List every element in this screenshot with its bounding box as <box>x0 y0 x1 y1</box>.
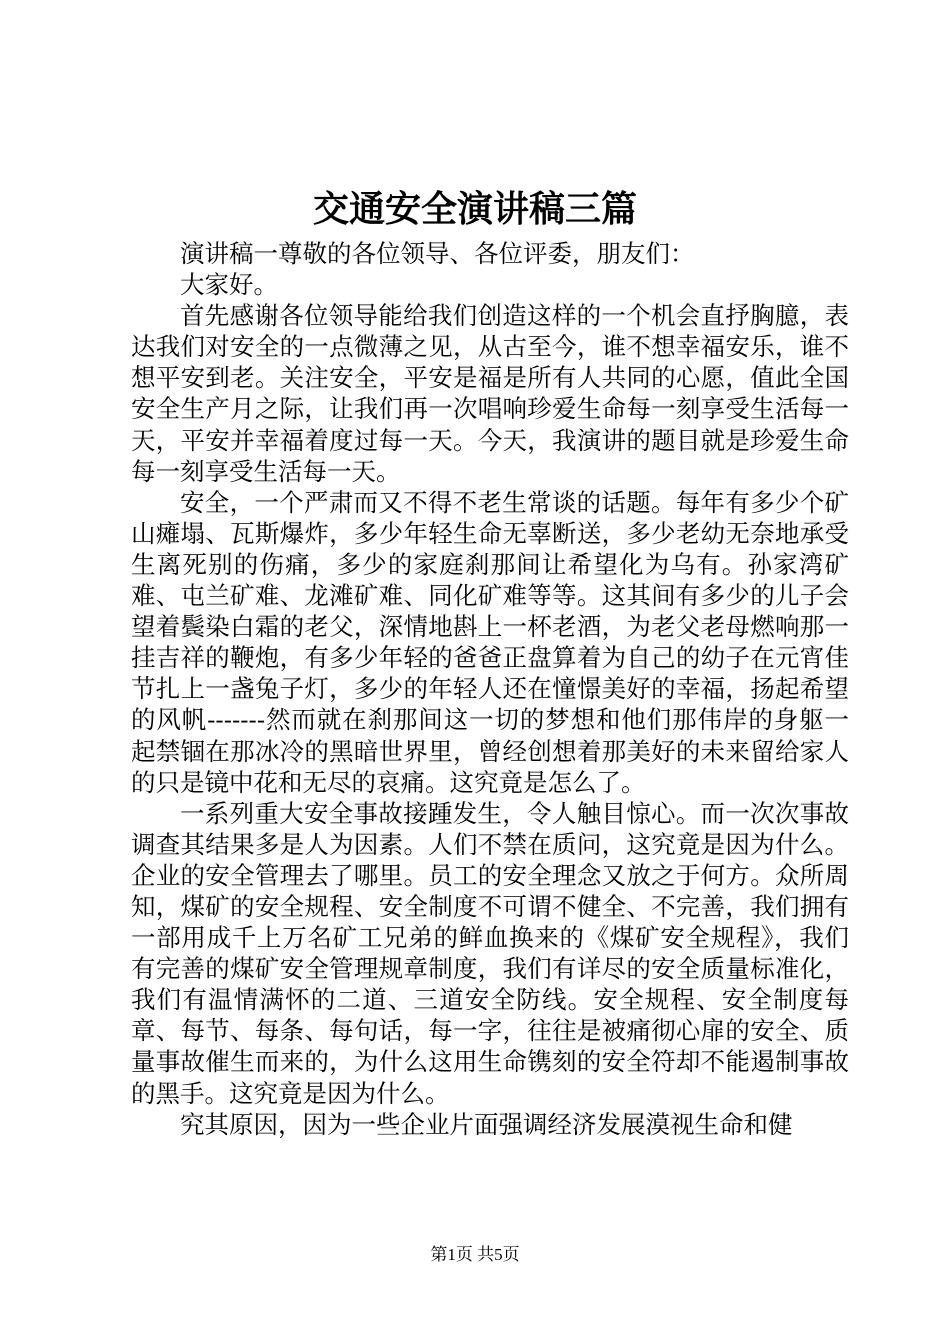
document-body <box>131 238 849 1140</box>
paragraph-intro: 首先感谢各位领导能给我们创造这样的一个机会直抒胸臆，表达我们对安全的一点微薄之见，从古至今，谁不想幸福安乐，谁不想平安到老。关注安全，平安是福是所有人共同的心愿，值此全国安全生产月之际，让我们再一次唱响珍爱生命每一刻享受生活每一天，平安并幸福着度过每一天。今天，我演讲的题目就是珍爱生命每一刻享受生活每一天。 <box>131 301 849 486</box>
document-title: 交通安全演讲稿三篇 <box>312 188 637 230</box>
paragraph-accidents: 一系列重大安全事故接踵发生，令人触目惊心。而一次次事故调查其结果多是人为因素。人们不禁在质问，这究竟是因为什么。企业的安全管理去了哪里。员工的安全理念又放之于何方。众所周知，煤矿的安全规程、安全制度不可谓不健全、不完善，我们拥有一部用成千上万名矿工兄弟的鲜血换来的《煤矿安全规程》，我们有完善的煤矿安全管理规章制度，我们有详尽的安全质量标准化，我们有温情满怀的二道、三道安全防线。安全规程、安全制度每章、每节、每条、每句话，每一字，往往是被痛彻心扉的安全、质量事故催生而来的，为什么这用生命镌刻的安全符却不能遏制事故的黑手。这究竟是因为什么。 <box>131 798 849 1108</box>
page-footer: 第1页 共5页 <box>430 1245 520 1264</box>
paragraph-safety-topic: 安全，一个严肃而又不得不老生常谈的话题。每年有多少个矿山瘫塌、瓦斯爆炸，多少年轻生命无辜断送，多少老幼无奈地承受生离死别的伤痛，多少的家庭刹那间让希望化为乌有。孙家湾矿难、屯兰矿难、龙滩矿难、同化矿难等等。这其间有多少的儿子会望着鬓染白霜的老父，深情地斟上一杯老酒，为老父老母燃响那一挂吉祥的鞭炮，有多少年轻的爸爸正盘算着为自己的幼子在元宵佳节扎上一盏兔子灯，多少的年轻人还在憧憬美好的幸福，扬起希望的风帆-------然而就在刹那间这一切的梦想和他们那伟岸的身躯一起禁锢在那冰冷的黑暗世界里，曾经创想着那美好的未来留给家人的只是镜中花和无尽的哀痛。这究竟是怎么了。 <box>131 487 849 797</box>
paragraph-greeting: 演讲稿一尊敬的各位领导、各位评委，朋友们： <box>180 239 695 268</box>
paragraph-reasons: 究其原因，因为一些企业片面强调经济发展漠视生命和健 <box>180 1109 793 1139</box>
paragraph-hello: 大家好。 <box>180 270 278 300</box>
